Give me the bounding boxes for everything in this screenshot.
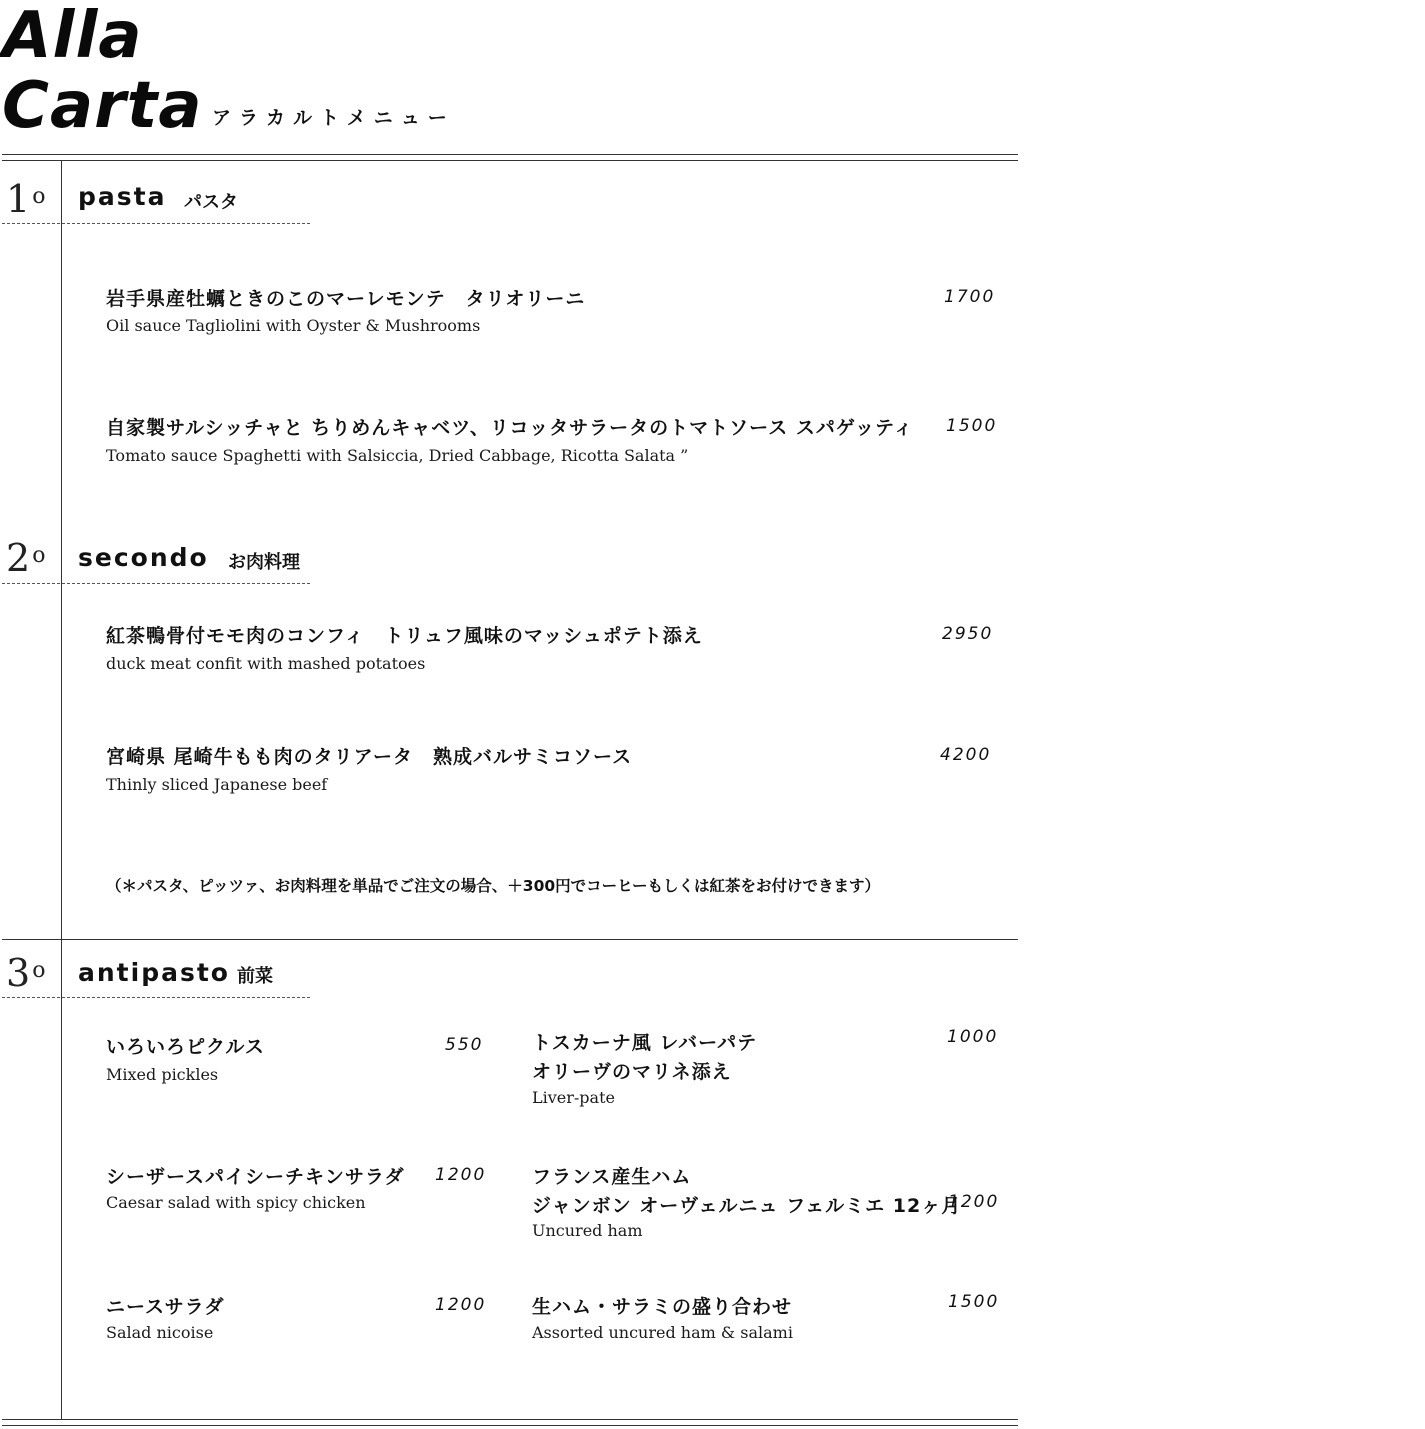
set-drink-note: （＊パスタ、ピッツァ、お肉料理を単品でご注文の場合、＋300円でコーヒーもしくは紅茶をお付けできます）: [106, 877, 881, 895]
top-rule-1: [2, 154, 1018, 155]
section-title-secondo: secondo: [78, 543, 209, 572]
item-price: 1200: [948, 1192, 1000, 1212]
item-name-jp: 自家製サルシッチャと ちりめんキャベツ、リコッタサラータのトマトソース スパゲッティ: [106, 417, 914, 439]
bottom-rule-1: [2, 1419, 1018, 1420]
item-price: 550: [445, 1035, 484, 1055]
item-name-jp: フランス産生ハム: [532, 1166, 692, 1188]
course-number-2: 2$^o$: [6, 536, 46, 580]
bottom-rule-2: [2, 1425, 1018, 1426]
section-title-pasta: pasta: [78, 182, 167, 211]
item-name-jp: 紅茶鴨骨付モモ肉のコンフィ トリュフ風味のマッシュポテト添え: [106, 625, 703, 647]
item-name-jp: いろいろピクルス: [106, 1036, 265, 1058]
item-price: 1000: [947, 1027, 999, 1047]
course-number-3: 3$^o$: [6, 951, 46, 995]
title-carta: Carta: [2, 69, 203, 143]
item-price: 1500: [948, 1292, 1000, 1312]
item-name-en: Tomato sauce Spaghetti with Salsiccia, Dried Cabbage, Ricotta Salata ”: [106, 446, 689, 465]
section-title-jp-pasta: パスタ: [184, 192, 238, 213]
item-name-jp: 生ハム・サラミの盛り合わせ: [532, 1296, 793, 1318]
item-name-jp: トスカーナ風 レバーパテ: [532, 1032, 758, 1054]
title-subtitle-jp: アラカルトメニュー: [212, 107, 455, 129]
item-name-en: Assorted uncured ham & salami: [532, 1323, 793, 1342]
course-number-1: 1$^o$: [6, 177, 46, 221]
item-name-en: Caesar salad with spicy chicken: [106, 1193, 366, 1212]
section-title-jp-antipasto: 前菜: [237, 966, 273, 987]
item-name-jp-line2: オリーヴのマリネ添え: [532, 1061, 732, 1083]
title-alla: Alla: [2, 0, 143, 73]
item-name-en: Thinly sliced Japanese beef: [106, 775, 328, 794]
item-name-en: Liver-pate: [532, 1088, 615, 1107]
item-name-en: Salad nicoise: [106, 1323, 214, 1342]
item-price: 4200: [940, 745, 992, 765]
item-price: 1200: [435, 1165, 487, 1185]
mid-rule: [2, 939, 1018, 940]
section-divider-pasta: [2, 223, 310, 224]
item-name-en: Uncured ham: [532, 1221, 643, 1240]
item-name-en: Mixed pickles: [106, 1065, 219, 1084]
section-divider-secondo: [2, 583, 310, 584]
item-name-en: Oil sauce Tagliolini with Oyster & Mushrooms: [106, 316, 481, 335]
top-rule-2: [2, 160, 1018, 161]
item-name-jp: ニースサラダ: [106, 1296, 225, 1318]
section-divider-antipasto: [2, 997, 310, 998]
item-name-jp-line2: ジャンボン オーヴェルニュ フェルミエ 12ヶ月: [532, 1195, 962, 1217]
item-price: 1700: [944, 287, 996, 307]
item-name-jp: 岩手県産牡蠣ときのこのマーレモンテ タリオリーニ: [106, 288, 586, 310]
item-price: 2950: [942, 624, 994, 644]
item-name-jp: 宮崎県 尾崎牛もも肉のタリアータ 熟成バルサミコソース: [106, 746, 633, 768]
section-title-jp-secondo: お肉料理: [228, 552, 300, 573]
item-name-jp: シーザースパイシーチキンサラダ: [106, 1166, 405, 1188]
left-vertical-rule-lower: [61, 939, 62, 1419]
item-price: 1500: [946, 416, 998, 436]
left-vertical-rule-upper: [61, 160, 62, 939]
item-price: 1200: [435, 1295, 487, 1315]
section-title-antipasto: antipasto: [78, 958, 230, 987]
item-name-en: duck meat confit with mashed potatoes: [106, 654, 426, 673]
